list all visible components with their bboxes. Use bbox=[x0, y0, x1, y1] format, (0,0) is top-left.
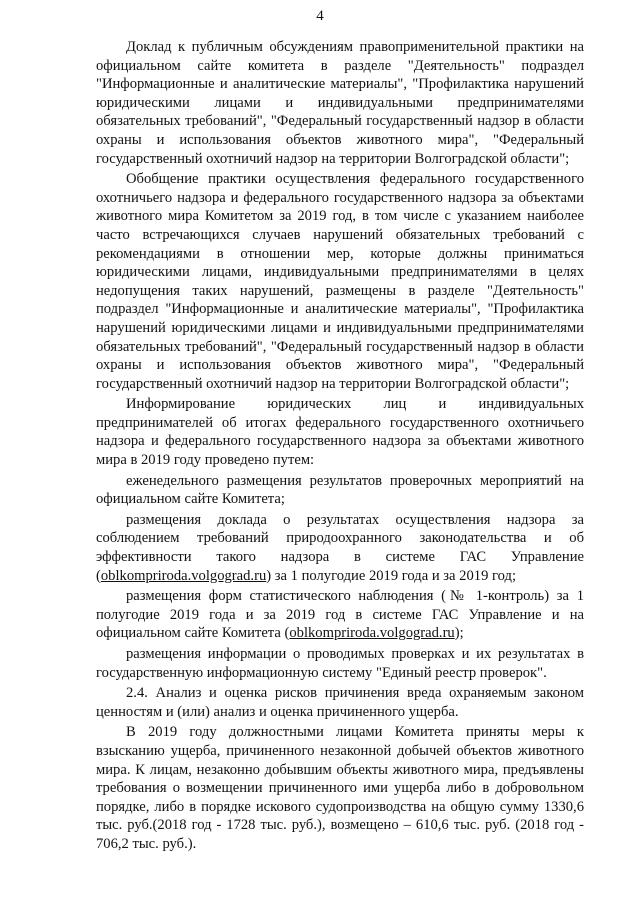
page-number: 4 bbox=[316, 8, 324, 24]
document-body bbox=[96, 38, 584, 856]
text-segment: размещения форм статистического наблюдения (№ 1-контроль) за 1 полугодие 2019 года и за 2019 год в системе ГАС Управление и на официальном сайте Комитета ( bbox=[96, 588, 584, 642]
paragraph-report-placement bbox=[96, 511, 584, 585]
section-heading-risk-analysis: 2.4. Анализ и оценка рисков причинения вреда охраняемым законом ценностям и (или) анализ и оценка причиненного ущерба. bbox=[96, 685, 584, 720]
paragraph-statistics-forms bbox=[96, 587, 584, 643]
paragraph-inspection-registry: размещения информации о проводимых проверках и их результатах в государственную информационную систему "Единый реестр проверок". bbox=[96, 646, 584, 681]
paragraph-report-publication: Доклад к публичным обсуждениям правоприменительной практики на официальном сайте комитета в разделе "Деятельность" подраздел "Информационные и аналитические материалы", "Профилактика нарушений юридическими лицами и индивидуальными предпринимателями обязательных требований", "Федеральный государственный надзор в области охраны и использования объектов животного мира", "Федеральный государственный охотничий надзор на территории Волгоградской области"; bbox=[96, 39, 584, 167]
website-link[interactable]: oblkompriroda.volgograd.ru bbox=[100, 567, 267, 584]
paragraph-practice-summary: Обобщение практики осуществления федерального государственного охотничьего надзора и федерального государственного надзора за объектами животного мира Комитетом за 2019 год, в том числе с указанием наиболее часто встречающихся случаев нарушений обязательных требований с рекомендациями в отношении мер, которые должны приниматься юридическими лицами, индивидуальными предпринимателями в целях недопущения таких нарушений, размещены в разделе "Деятельность" подраздел "Информационные и аналитические материалы", "Профилактика нарушений юридическими лицами и индивидуальными предпринимателями обязательных требований", "Федеральный государственный надзор в области охраны и использования объектов животного мира", "Федеральный государственный охотничий надзор на территории Волгоградской области"; bbox=[96, 171, 584, 392]
paragraph-damage-recovery: В 2019 году должностными лицами Комитета приняты меры к взысканию ущерба, причиненного незаконной добычей объектов животного мира. К лицам, незаконно добывшим объекты животного мира, предъявлены требования о возмещении причиненного ими ущерба либо в добровольном порядке, либо в порядке искового судопроизводства на общую сумму 1330,6 тыс. руб.(2018 год - 1728 тыс. руб.), возмещено – 610,6 тыс. руб. (2018 год - 706,2 тыс. руб.). bbox=[96, 724, 584, 852]
text-segment: ); bbox=[454, 625, 464, 642]
website-link[interactable]: oblkompriroda.volgograd.ru bbox=[289, 625, 455, 642]
text-segment: ) за 1 полугодие 2019 года и за 2019 год; bbox=[266, 567, 516, 584]
paragraph-informing: Информирование юридических лиц и индивидуальных предпринимателей об итогах федерального государственного охотничьего надзора и федерального государственного надзора за объектами животного мира в 2019 году проведено путем: bbox=[96, 396, 584, 469]
text-segment: размещения доклада о результатах осуществления надзора за соблюдением требований природоохранного законодательства и об эффективности такого надзора в системе ГАС Управление ( bbox=[96, 511, 584, 584]
paragraph-weekly-results: еженедельного размещения результатов проверочных мероприятий на официальном сайте Комитета; bbox=[96, 472, 584, 508]
